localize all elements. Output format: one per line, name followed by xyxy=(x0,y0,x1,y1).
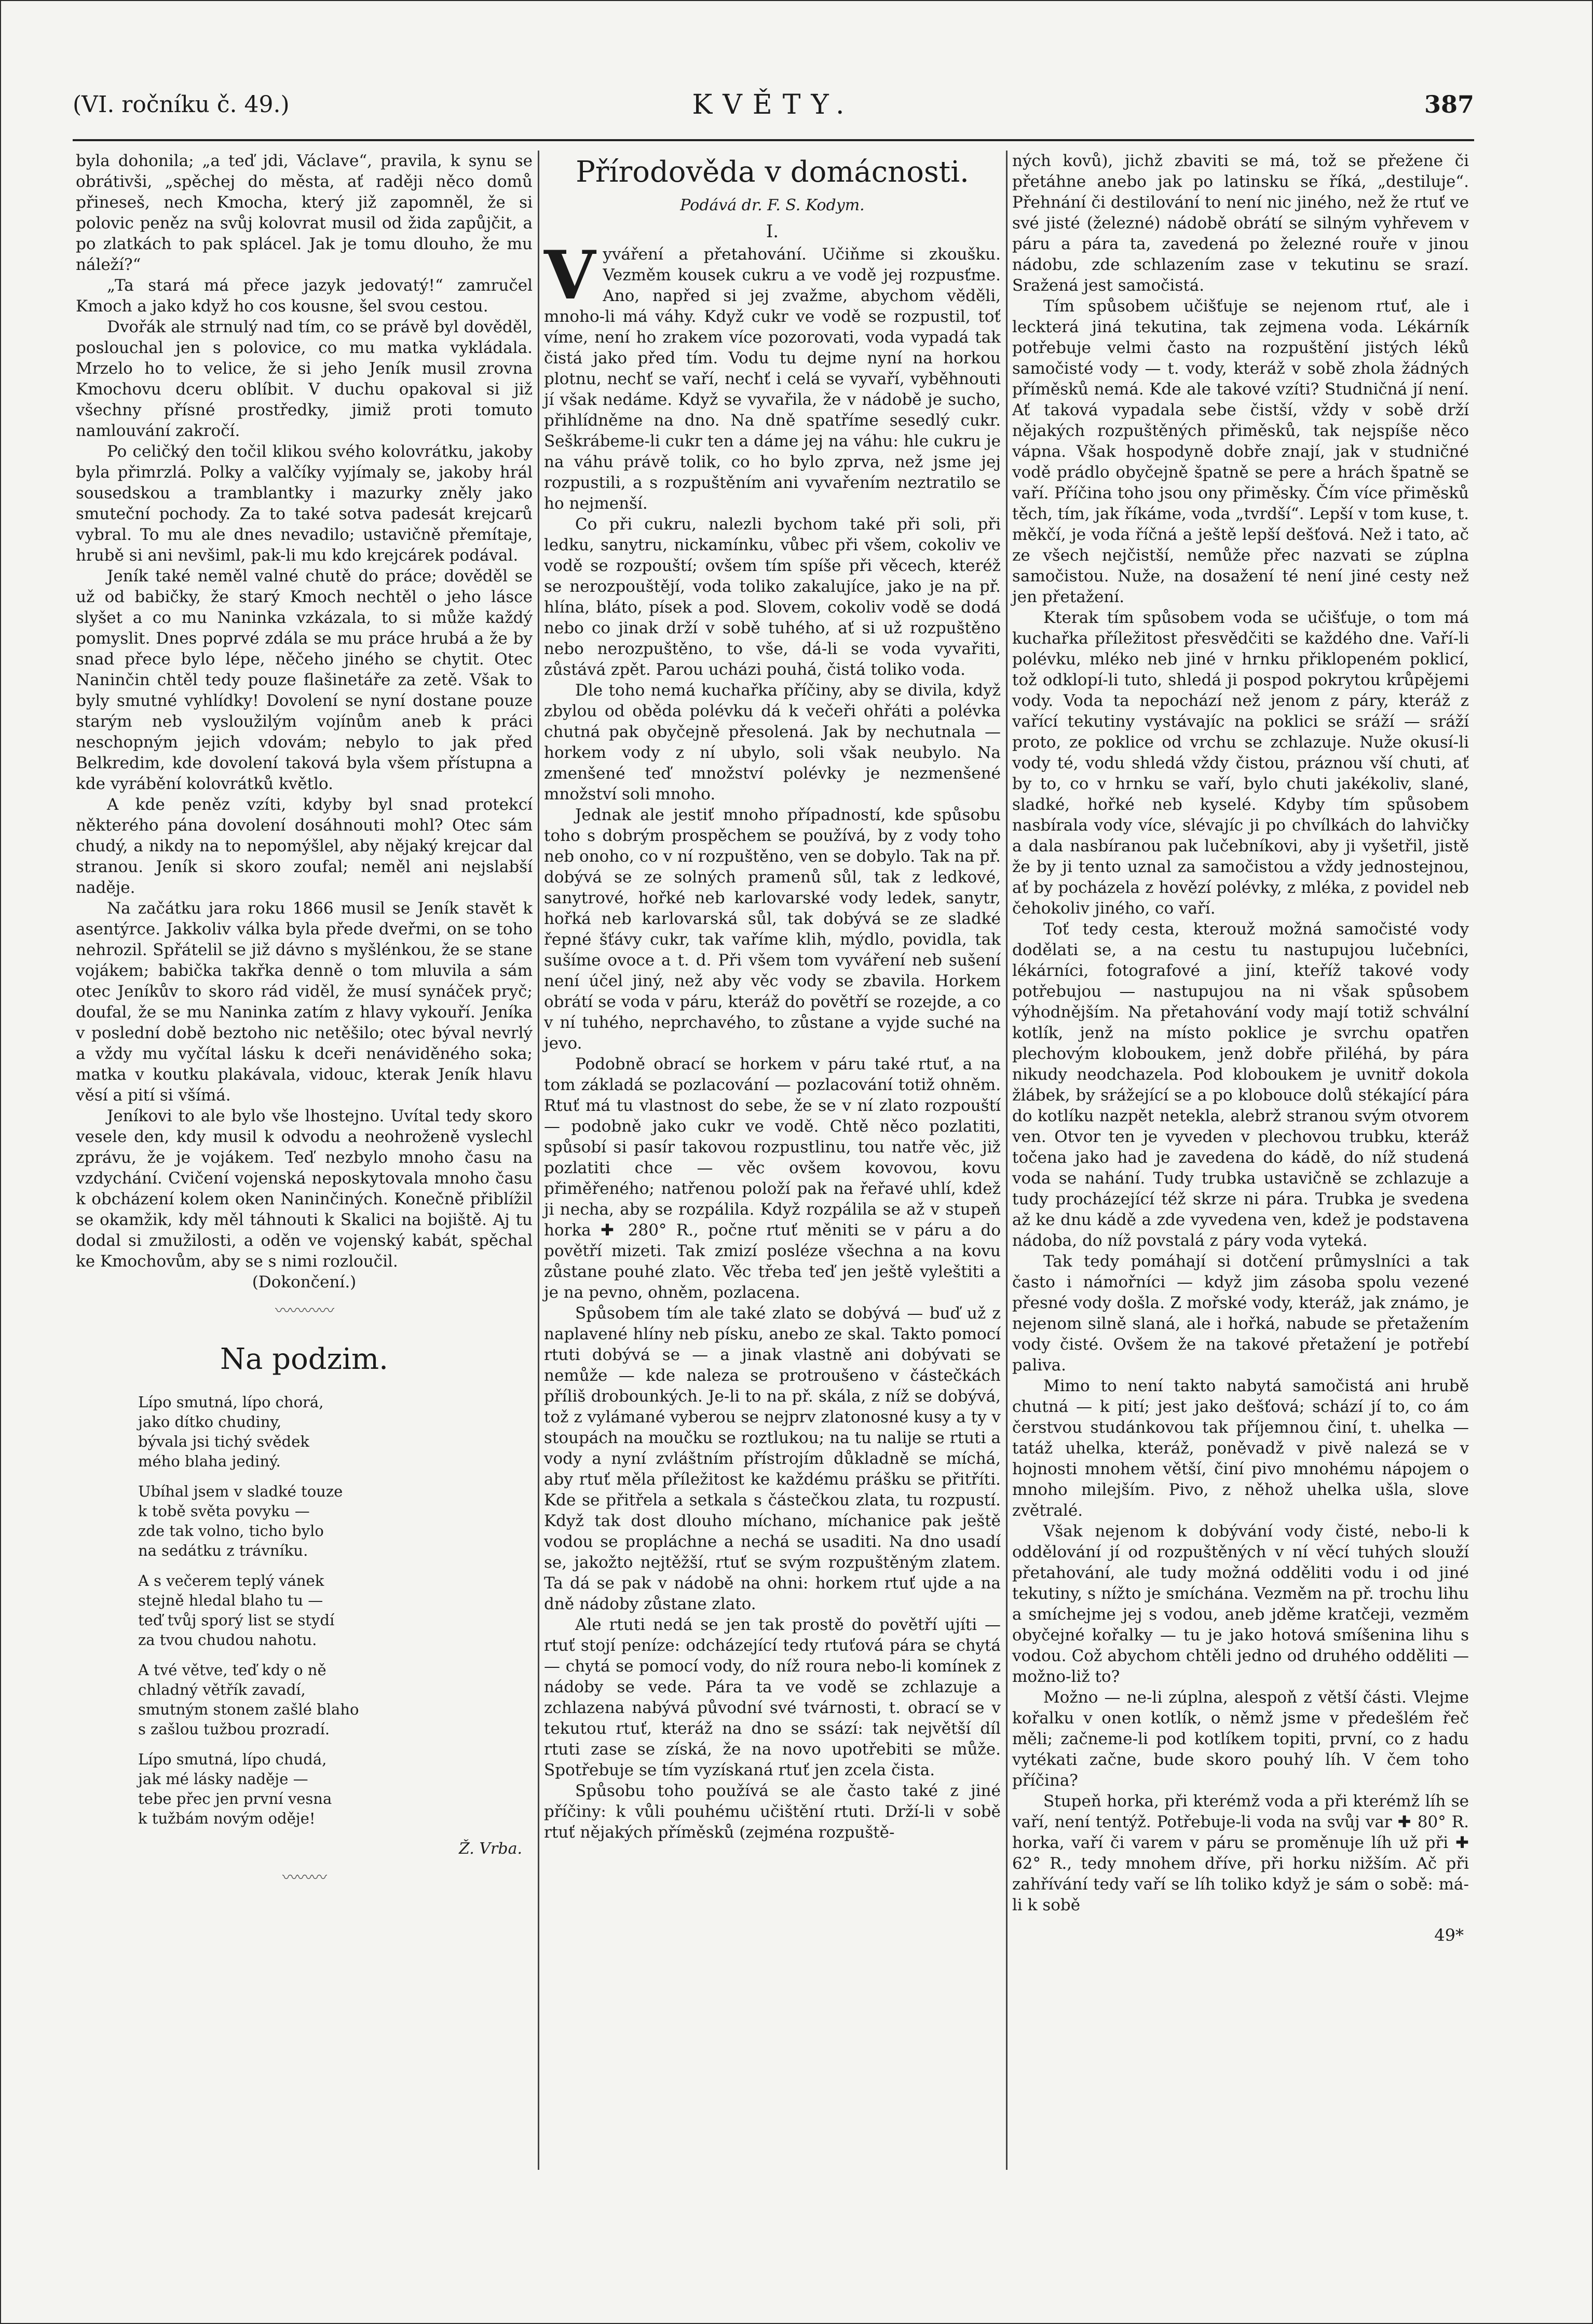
poem xyxy=(138,1392,533,1828)
paragraph: Jednak ale jestiť mnoho případností, kde spůsobu toho s dobrým prospěchem se používá, by z vody toho neb onoho, co v ní rozpuštěno, ven se dobylo. Tak na př. dobývá se ze solných pramenů sůl, tak z ledkové, sanytrové, hořké neb karlovarské vody ledek, sanytr, hořká neb karlovarská sůl, tak dobývá se ze sladké řepné šťávy cukr, tak vaříme klih, mýdlo, povidla, tak sušíme ovoce a t. d. Při všem tom vyváření neb sušení není účel jiný, než aby věc vody se zbavila. Horkem obrátí se voda v páru, kteráž do povětří se rozejde, a co v ní tuhého, neprchavého, to zůstane a vyjde suché na jevo. xyxy=(544,806,1001,1053)
paragraph: yváření a přetahování. Učiňme si zkoušku. Vezměm kousek cukru a ve vodě jej rozpusťme. Ano, napřed si jej zvažme, abychom věděli, mnoho-li má váhy. Když cukr ve vodě se rozpustil, toť víme, není ho zrakem více pozorovati, voda vypadá tak čistá jako před tím. Vodu tu dejme nyní na horkou plotnu, nechť se vaří, nechť i celá se vyvaří, vyběhnouti jí však nedáme. Když se vyvařila, že v nádobě je sucho, přihlídněme na dno. Na dně spatříme sesedlý cukr. Seškrábeme-li cukr ten a dáme jej na váhu: hle cukru je na váhu právě tolik, co ho bylo zprva, než jsme jej rozpustili, a s rozpuštěním ani vyvařením neztratilo se ho nejmenší. xyxy=(544,245,1001,513)
poem-line: tebe přec jen první vesna xyxy=(138,1790,332,1807)
paragraph: ných kovů), jichž zbaviti se má, tož se přežene či přetáhne anebo jak po latinsku se říká, „destiluje“. Přehnání či destilování to není nic jiného, než že rtuť ve své jisté (železné) nádobě obrátí se silným vyhřevem v páru a pára ta, zavedená po železné rouře v jinou nádobu, zde schlazením zase v tekutinu se srazí. Sražená jest samočistá. xyxy=(1012,152,1469,295)
ornament-divider-bottom: 〰〰〰 xyxy=(282,1869,326,1887)
poem-line: s zašlou tužbou prozradí. xyxy=(138,1720,330,1738)
signature-mark: 49* xyxy=(1434,1925,1464,1945)
poem-author: Ž. Vrba. xyxy=(458,1840,522,1858)
paragraph: Stupeň horka, při kterémž voda a při kterémž líh se vaří, není tentýž. Potřebuje-li voda na svůj var ✚ 80° R. horka, vaří či varem v páru se proměnuje líh už při ✚ 62° R., tedy mnohem dříve, při horku nižším. Ač při zahřívání tedy vaří se líh toliko když je sám o sobě: má-li k sobě xyxy=(1012,1792,1469,1914)
paragraph: Tak tedy pomáhají si dotčení průmyslníci a tak často i námořníci — když jim zásoba spolu vezené přesné vody došla. Z mořské vody, kteráž, jak známo, je nejenom silně slaná, ale i hořká, nabude se přetažením vody čisté. Ovšem že na takové přetažení je potřebí paliva. xyxy=(1012,1252,1469,1375)
paragraph: Na začátku jara roku 1866 musil se Jeník stavět k asentýrce. Jakkoliv válka byla přede dveřmi, on se toho nehrozil. Spřátelil se již dávno s myšlénkou, že se stane vojákem; babička takřka denně o tom mluvila a sám otec Jeníkův to skoro rád viděl, že musí synáček pryč; doufal, že se mu Naninka zatím z hlavy vykouří. Jeníka v poslední době beztoho nic netěšilo; otec býval nevrlý a vždy mu vyčítal lásku k dceři nenáviděného soka; matka v koutku plakávala, vidouc, kterak Jeník hlavu věsí a pití si všímá. xyxy=(76,899,533,1105)
poem-line: A tvé větve, teď kdy o ně xyxy=(138,1661,326,1679)
article-byline: Podává dr. F. S. Kodym. xyxy=(680,196,865,214)
paragraph: Dvořák ale strnulý nad tím, co se právě byl dověděl, poslouchal jen s polovice, co mu matka vykládala. Mrzelo ho to velice, že si jeho Jeník musil zrovna Kmochovu dceru oblíbit. V duchu opakoval si již všechny přísné prostředky, jimiž proti tomuto namlouvání zakročí. xyxy=(76,318,533,440)
poem-line: mého blaha jediný. xyxy=(138,1452,281,1470)
poem-line: A s večerem teplý vánek xyxy=(138,1572,324,1589)
poem-line: jak mé lásky naděje — xyxy=(138,1770,308,1788)
article-title: Přírodověda v domácnosti. xyxy=(576,155,969,189)
poem-line: zde tak volno, ticho bylo xyxy=(138,1522,324,1540)
poem-line: teď tvůj sporý list se stydí xyxy=(138,1611,335,1629)
column-middle xyxy=(544,151,1001,1843)
poem-stanza xyxy=(138,1571,533,1650)
poem-line: Ubíhal jsem v sladké touze xyxy=(138,1483,343,1500)
page-number: 387 xyxy=(1424,90,1474,118)
paragraph: Mimo to není takto nabytá samočistá ani hrubě chutná — k pití; jest jako dešťová; schází jí to, co ám čerstvou studánkovou tak příjemnou činí, t. uhelka — tatáž uhelka, kteráž, poněvadž v pivě nalezá se v hojnosti mnohem větší, činí pivo mnohému nápojem o mnoho milejším. Pivo, z něhož uhelka ušla, slove zvětralé. xyxy=(1012,1377,1469,1520)
paragraph: Spůsobem tím ale také zlato se dobývá — buď už z naplavené hlíny neb písku, anebo ze skal. Takto pomocí rtuti dobývá se — a jinak vlastně ani dobývati se nemůže — kde naleza se protroušeno v částečkách příliš drobounkých. Je-li to na př. skála, z níž se dobývá, tož z vylámané vyberou se nejprv zlatonosné kusy a ty v stoupách na moučku se roztlukou; na tu nalije se rtuti a vody a nyní zvláštním přístrojím důkladně se míchá, aby rtuť měla příležitost ke každému prášku se přitříti. Kde se přitřela a setkala s částečkou zlata, tu rozpustí. Když tak dost dlouho míchano, míchanice pak ještě vodou se propláchne a nechá se usaditi. Na dno usadí se, jakožto nejtěžší, rtuť se svým rozpuštěným zlatem. Ta dá se pak v nádobě na ohni: horkem rtuť ujde a na dně nádoby zůstane zlato. xyxy=(544,1304,1001,1613)
section-number: I. xyxy=(766,221,779,242)
poem-line: jako dítko chudiny, xyxy=(138,1413,282,1431)
drop-cap: V xyxy=(544,237,596,315)
paragraph: Co při cukru, nalezli bychom také při soli, při ledku, sanytru, nickamínku, vůbec při všem, cokoliv ve vodě se rozpouští; ovšem tím spíše při věcech, kteréž se nerozpouštějí, voda toliko zakalujíce, jako je na př. hlína, bláto, písek a pod. Slovem, cokoliv vodě se dodá nebo co jinak drží v sobě tuhého, ať si už rozpuštěno nebo nerozpuštěno, to vše, dá-li se voda vyvařiti, zůstává zpět. Parou ucházi pouhá, čistá toliko voda. xyxy=(544,515,1001,679)
paragraph: Jeník také neměl valné chutě do práce; dověděl se už od babičky, že starý Kmoch nechtěl o jeho lásce slyšet a co mu Naninka vzkázala, to si může každý pomyslit. Dnes poprvé zdála se mu práce hrubá a že by snad přece bylo lépe, něčeho jiného se chytit. Otec Naninčin chtěl tedy pouze flašinetáře za zetě. Však to byly smutné vyhlídky! Dovolení se nyní dostane pouze starým neb vysloužilým vojínům aneb k práci neschopným jejich vdovám; nebylo to jak před Belkredim, kde dovolení taková byla všem přístupna a kde vyrábění kolovrátků květlo. xyxy=(76,567,533,793)
paragraph: Toť tedy cesta, kterouž možná samočisté vody dodělati se, a na cestu tu nastupujou lučebníci, lékárníci, fotografové a jiní, kteříž takové vody potřebujou — nastupujou na ni však spůsobem výhodnějším. Na přetahování vody mají totiž schvální kotlík, jenž na místo poklice je svrchu opatřen plechovým kloboukem, jenž dobře přiléhá, by pára nikudy neodchazela. Pod kloboukem je uvnitř dokola žlábek, by srážející se a po klobouce dolů stékající pára do kotlíku nazpět netekla, alebrž stranou svým otvorem ven. Otvor ten je vyveden v plechovou trubku, kteráž točena jako had je zavedena do kádě, do níž studená voda se nahání. Tudy trubka ustavičně se zchlazuje a tudy procházející též skrze ni pára. Trubka je svedena až ke dnu kádě a zde vyvedena ven, kdež je podstavena nádoba, do níž povstalá z páry voda vyteká. xyxy=(1012,920,1469,1250)
poem-title: Na podzim. xyxy=(220,1342,388,1376)
poem-stanza xyxy=(138,1482,533,1560)
volume-label: (VI. ročníku č. 49.) xyxy=(73,91,290,118)
paragraph: Tím spůsobem učišťuje se nejenom rtuť, ale i leckterá jiná tekutina, tak zejmena voda. Lékárník potřebuje velmi často na rozpuštění jistých léků samočisté vody — t. vody, kteráž v sobě zhola žádných příměsků nemá. Kde ale takové vzíti? Studničná jí není. Ať taková vypadala sebe čistší, vždy v sobě drží nějakých rozpuštěných přiměsků, tak nejspíše něco vápna. Však hospodyně dobře znají, jak v studničné vodě prádlo obyčejně špatně se pere a hrách špatně se vaří. Příčina toho jsou ony přiměsky. Čím více přiměsků těch, tím, jak říkáme, voda „tvrdší“. Lepší v tom kuse, t. měkčí, je voda říčná a ještě lepší dešťová. Než i tato, ač ze všech nejčistší, nemůže přec nazvati se zúplna samočistou. Nuže, na dosažení té není jiné cesty než jen přetažení. xyxy=(1012,297,1469,606)
paragraph: A kde peněz vzíti, kdyby byl snad protekcí některého pána dovolení dosáhnouti mohl? Otec sám chudý, a nikdy na to nepomýšlel, aby nějaký krejcar dal stranou. Jeník si skoro zoufal; neměl ani nejslabší naděje. xyxy=(76,795,533,897)
poem-stanza xyxy=(138,1660,533,1739)
poem-line: Lípo smutná, lípo chorá, xyxy=(138,1393,324,1411)
poem-line: bývala jsi tichý svědek xyxy=(138,1433,309,1450)
column-right xyxy=(1012,151,1469,1946)
column-divider-1 xyxy=(538,151,539,2170)
poem-line: chladný větřík zavadí, xyxy=(138,1681,306,1698)
poem-line: smutným stonem zašlé blaho xyxy=(138,1701,359,1718)
poem-line: k tobě světa povyku — xyxy=(138,1502,310,1520)
poem-line: za tvou chudou nahotu. xyxy=(138,1631,317,1649)
ornament-divider: 〰〰〰〰 xyxy=(275,1302,333,1320)
column-divider-2 xyxy=(1006,151,1007,2170)
paragraph: Možno — ne-li zúplna, alespoň z větší části. Vlejme kořalku v onen kotlík, o němž jsme v předešlém řeč měli; začneme-li pod kotlíkem topiti, první, co z hadu vytékati začne, bude skoro pouhý líh. V čem toho příčina? xyxy=(1012,1688,1469,1790)
header-rule xyxy=(73,139,1474,141)
page-header xyxy=(73,87,1474,129)
poem-stanza xyxy=(138,1749,533,1828)
journal-title: KVĚTY. xyxy=(692,89,855,120)
paragraph: Podobně obrací se horkem v páru také rtuť, a na tom základá se pozlacování — pozlacování totiž ohněm. Rtuť má tu vlastnost do sebe, že se v ní zlato rozpouští — podobně jako cukr ve vodě. Chtě něco pozlatiti, spůsobí si pasír takovou rozpustlinu, tou natře věc, již pozlatiti chce — věc ovšem kovovou, kovu přiměřeného; natřenou položí pak na řeřavé uhlí, kdež ji necha, aby se rozpálila. Když rozpálila se až v stupeň horka ✚ 280° R., počne rtuť měniti se v páru a do povětří mizeti. Tak zmizí posléze všechna a na kovu zůstane pouhé zlato. Věc třeba teď jen ještě vyleštiti a je na pevno, ohněm, pozlacena. xyxy=(544,1055,1001,1302)
paragraph: Spůsobu toho používá se ale často také z jiné příčiny: k vůli pouhému učištění rtuti. Drží-li v sobě rtuť nějakých příměsků (zejména rozpuště- xyxy=(544,1782,1001,1842)
poem-line: na sedátku z trávníku. xyxy=(138,1542,308,1559)
paragraph: Však nejenom k dobývání vody čisté, nebo-li k oddělování jí od rozpuštěných v ní věcí tuhých slouží přetahování, ale tudy možná odděliti vodu i od jiné tekutiny, s nížto je smíchána. Vezměm na př. trochu lihu a smíchejme jej s vodou, aneb jděme kratčeji, vezměm obyčejné kořalky — tu je jako hotová smíšenina lihu s vodou. Což abychom chtěli jedno od druhého odděliti — možno-liž to? xyxy=(1012,1522,1469,1686)
poem-line: k tužbám novým oděje! xyxy=(138,1810,316,1827)
paragraph: byla dohonila; „a teď jdi, Václave“, pravila, k synu se obrátivši, „spěchej do města, ať raději něco domů přineseš, nech Kmocha, který již zapomněl, že si polovic peněz na svůj kolovrat musil od žida zapůjčit, a po zlatkách to pak splácel. Jak je tomu dlouho, že mu náleží?“ xyxy=(76,152,533,274)
paragraph: Dle toho nemá kuchařka příčiny, aby se divila, když zbylou od oběda polévku dá k večeři ohřáti a polévka chutná pak obyčejně přesolená. Jak by nechutnala — horkem vody z ní ubylo, soli však neubylo. Na zmenšené teď množství polévky je nezmenšené množství soli mnoho. xyxy=(544,681,1001,804)
paragraph: Jeníkovi to ale bylo vše lhostejno. Uvítal tedy skoro vesele den, kdy musil k odvodu a neohroženě vyslechl zprávu, že je vojákem. Teď nezbylo mnoho času na vzdychání. Cvičení vojenská neposkytovala mnoho času k obcházení kolem oken Naninčiných. Konečně přiblížil se okamžik, kdy měl táhnouti k Skalici na bojiště. Aj tu dodal si zmužilosti, a oděn ve vojenský kabát, spěchal ke Kmochovům, aby se s nimi rozloučil. xyxy=(76,1107,533,1271)
paragraph: „Ta stará má přece jazyk jedovatý!“ zamručel Kmoch a jako když ho cos kousne, šel svou cestou. xyxy=(76,276,533,316)
paragraph: Po celičký den točil klikou svého kolovrátku, jakoby byla přimrzlá. Polky a valčíky vyjímaly se, jakoby hrál sousedskou a tramblantky i mazurky zněly jako smuteční pochody. Za to také sotva padesát krejcarů vybral. To mu ale dnes nevadilo; ustavičně přemítaje, hrubě si ani nevšiml, pak-li mu kdo krejcárek podával. xyxy=(76,442,533,565)
to-be-continued-note: (Dokončení.) xyxy=(252,1273,357,1292)
poem-line: Lípo smutná, lípo chudá, xyxy=(138,1750,327,1768)
paragraph: Ale rtuti nedá se jen tak prostě do povětří ujíti — rtuť stojí peníze: odcházející tedy rtuťová pára se chytá — chytá se pomocí vody, do níž roura nebo-li komínek z nádoby se vede. Pára ta ve vodě se zchlazuje a zchlazena nabývá původní své tvárnosti, t. obrací se v tekutou rtuť, kteráž na dno se ssází: tak největší díl rtuti zase se získá, že na novo upotřebiti se může. Spotřebuje se tím vyzískaná rtuť jen zcela čista. xyxy=(544,1615,1001,1779)
column-left xyxy=(76,151,533,1897)
poem-line: stejně hledal blaho tu — xyxy=(138,1592,323,1609)
poem-stanza xyxy=(138,1392,533,1471)
paragraph: Kterak tím spůsobem voda se učišťuje, o tom má kuchařka příležitost přesvědčiti se každého dne. Vaří-li polévku, mléko neb jiné v hrnku přiklopeném poklicí, tož odklopí-li tuto, shledá ji pospod pokrytou krůpějemi vody. Voda ta nepochází než jenom z páry, kteráž z vařící tekutiny vystávajíc na poklici se sráží — sráží proto, ze poklice od vrchu se zchlazuje. Nuže okusí-li vody té, vodu shledá vždy čistou, práznou vší chuti, ať by to, co v hrnku se vaří, bylo chuti jakékoliv, slané, sladké, hořké neb kyselé. Kdyby tím spůsobem nasbírala vody více, slévajíc ji po chvílkách do lahvičky a dala nasbíranou pak lučebníkovi, aby ji vyšetřil, jistě že by ji tento uznal za samočistou a vždy jednostejnou, ať by pocházela z hovězí polévky, z mléka, z povidel neb čehokoliv jiného, co vaří. xyxy=(1012,608,1469,918)
